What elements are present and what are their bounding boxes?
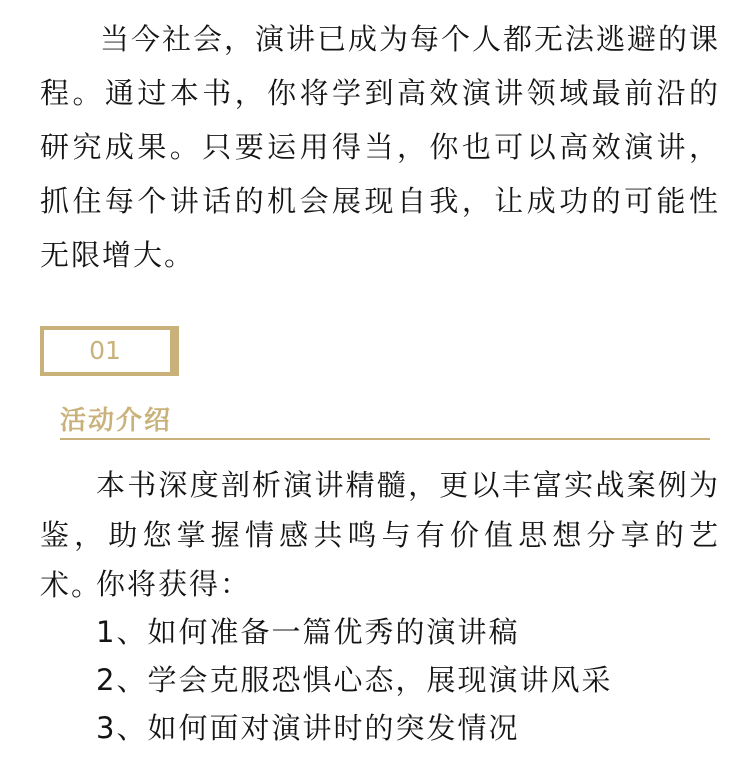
gains-list (96, 560, 716, 752)
list-item: 3、如何面对演讲时的突发情况 (96, 711, 520, 745)
gains-label: 你将获得： (96, 567, 252, 601)
section-badge-accent-bar (170, 326, 179, 376)
section-title: 活动介绍 (60, 406, 173, 436)
list-item: 1、如何准备一篇优秀的演讲稿 (96, 615, 520, 649)
section-divider (60, 438, 710, 440)
section-number: 01 (89, 336, 121, 365)
section-description: 本书深度剖析演讲精髓，更以丰富实战案例为鉴，助您掌握情感共鸣与有价值思想分享的艺术。 (40, 468, 720, 602)
section-header (40, 326, 710, 442)
intro-paragraph: 当今社会，演讲已成为每个人都无法逃避的课程。通过本书，你将学到高效演讲领域最前沿的研究成果。只要运用得当，你也可以高效演讲，抓住每个讲话的机会展现自我，让成功的可能性无限增大。 (40, 22, 721, 272)
list-item: 2、学会克服恐惧心态，展现演讲风采 (96, 663, 613, 697)
